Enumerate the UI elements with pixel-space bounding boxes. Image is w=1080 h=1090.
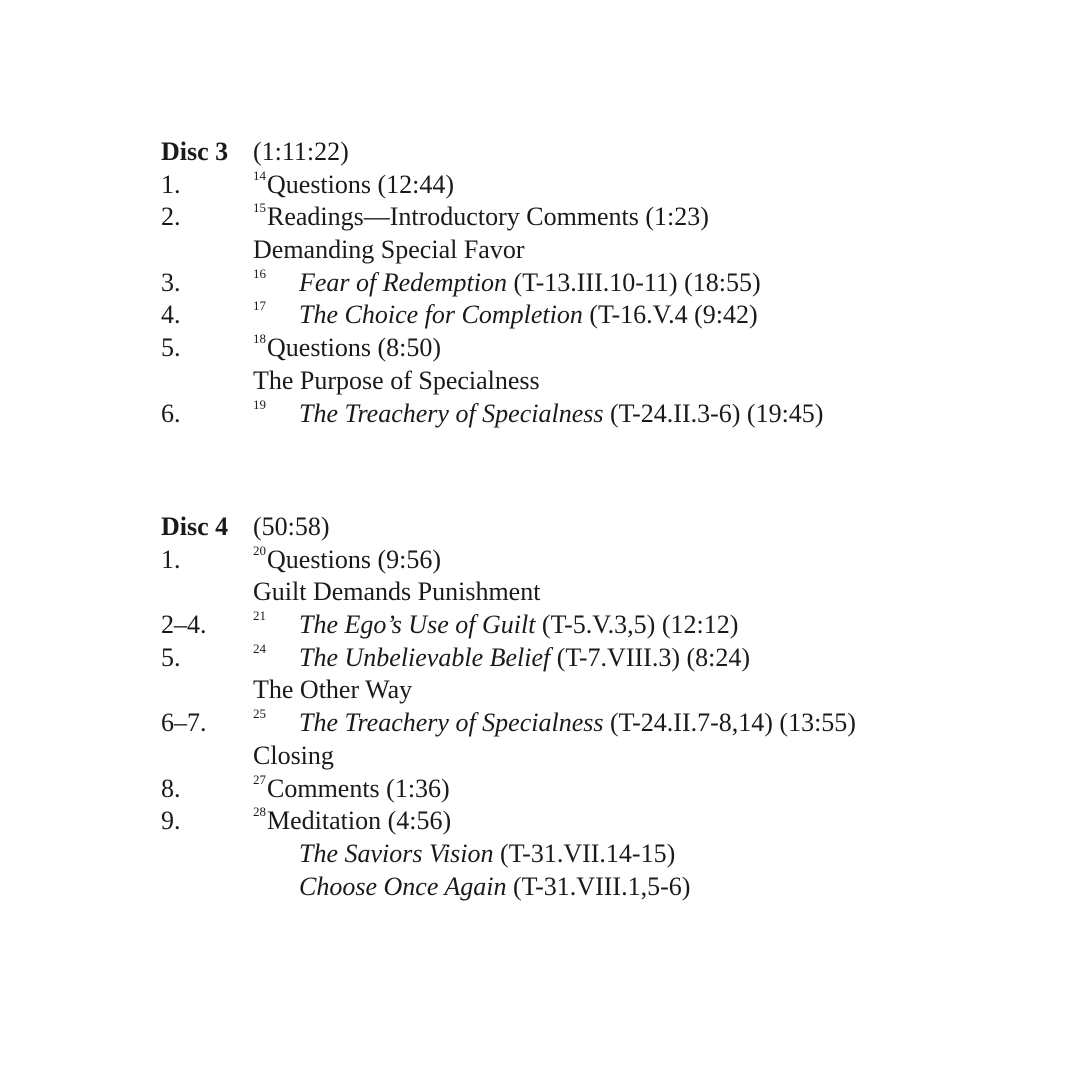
track-number: 2–4.	[161, 610, 207, 640]
reading-reference: (T-7.VIII.3) (8:24)	[550, 642, 751, 672]
disc-title: Disc 3	[161, 137, 229, 166]
section-heading: The Purpose of Specialness	[253, 365, 540, 395]
track-row	[161, 544, 1041, 577]
section-heading-row	[161, 365, 1041, 398]
meditation-reading-row	[161, 871, 1041, 904]
track-title	[299, 398, 823, 431]
reading-title: The Treachery of Specialness	[299, 398, 604, 428]
footnote-number: 17	[253, 298, 266, 314]
track-row	[161, 267, 1041, 300]
track-title: Comments (1:36)	[267, 773, 450, 803]
footnote-number: 16	[253, 265, 266, 281]
track-row	[161, 299, 1041, 332]
reading-title: The Ego’s Use of Guilt	[299, 610, 536, 640]
track-row	[161, 642, 1041, 675]
track-title	[299, 299, 758, 332]
track-number: 1.	[161, 169, 181, 199]
footnote-number: 25	[253, 706, 266, 722]
reading-title: The Treachery of Specialness	[299, 708, 604, 738]
track-title: Meditation (4:56)	[267, 806, 452, 836]
disc-duration: (50:58)	[253, 512, 330, 541]
disc-title: Disc 4	[161, 512, 229, 541]
track-number: 3.	[161, 267, 181, 297]
track-row	[161, 201, 1041, 234]
track-row	[161, 805, 1041, 838]
section-heading-row	[161, 674, 1041, 707]
track-row	[161, 773, 1041, 806]
footnote-number: 15	[253, 200, 266, 216]
track-title: Questions (12:44)	[267, 169, 455, 199]
disc-4-section	[161, 511, 1041, 903]
meditation-reading-row	[161, 838, 1041, 871]
footnote-number: 24	[253, 640, 266, 656]
track-title	[299, 707, 856, 740]
reading-title: The Choice for Completion	[299, 300, 583, 330]
footnote-number: 20	[253, 542, 266, 558]
track-number: 6–7.	[161, 708, 207, 738]
section-heading-row	[161, 740, 1041, 773]
track-number: 1.	[161, 544, 181, 574]
track-number: 5.	[161, 333, 181, 363]
reading-reference: (T-13.III.10-11) (18:55)	[506, 267, 761, 297]
disc-header	[161, 511, 1041, 544]
disc-3-section	[161, 136, 1041, 430]
disc-duration: (1:11:22)	[253, 137, 349, 166]
track-number: 4.	[161, 300, 181, 330]
footnote-number: 27	[253, 771, 266, 787]
reading-title: The Unbelievable Belief	[299, 642, 551, 672]
section-heading: The Other Way	[253, 675, 413, 705]
reading-reference: (T-16.V.4 (9:42)	[582, 300, 758, 330]
track-row	[161, 169, 1041, 202]
disc-header	[161, 136, 1041, 169]
track-row	[161, 398, 1041, 431]
track-row	[161, 332, 1041, 365]
footnote-number: 21	[253, 608, 266, 624]
meditation-reading	[299, 871, 690, 904]
section-heading: Closing	[253, 740, 334, 770]
track-title	[299, 267, 761, 300]
track-row	[161, 707, 1041, 740]
reading-title: Choose Once Again	[299, 871, 507, 901]
track-title: Questions (9:56)	[267, 544, 442, 574]
reading-reference: (T-31.VIII.1,5-6)	[506, 871, 691, 901]
track-number: 2.	[161, 202, 181, 232]
reading-reference: (T-5.V.3,5) (12:12)	[535, 610, 739, 640]
track-row	[161, 609, 1041, 642]
reading-title: Fear of Redemption	[299, 267, 507, 297]
reading-reference: (T-31.VII.14-15)	[493, 838, 676, 868]
reading-reference: (T-24.II.7-8,14) (13:55)	[603, 708, 856, 738]
track-title	[299, 642, 750, 675]
reading-title: The Saviors Vision	[299, 838, 494, 868]
section-heading-row	[161, 234, 1041, 267]
section-heading-row	[161, 576, 1041, 609]
track-number: 8.	[161, 773, 181, 803]
section-heading: Guilt Demands Punishment	[253, 577, 541, 607]
footnote-number: 14	[253, 167, 266, 183]
track-title: Questions (8:50)	[267, 333, 442, 363]
track-title	[299, 609, 738, 642]
track-number: 9.	[161, 806, 181, 836]
track-title: Readings—Introductory Comments (1:23)	[267, 202, 709, 232]
track-number: 5.	[161, 642, 181, 672]
footnote-number: 28	[253, 804, 266, 820]
section-heading: Demanding Special Favor	[253, 235, 525, 265]
footnote-number: 19	[253, 396, 266, 412]
footnote-number: 18	[253, 331, 266, 347]
track-number: 6.	[161, 398, 181, 428]
reading-reference: (T-24.II.3-6) (19:45)	[603, 398, 824, 428]
meditation-reading	[299, 838, 675, 871]
